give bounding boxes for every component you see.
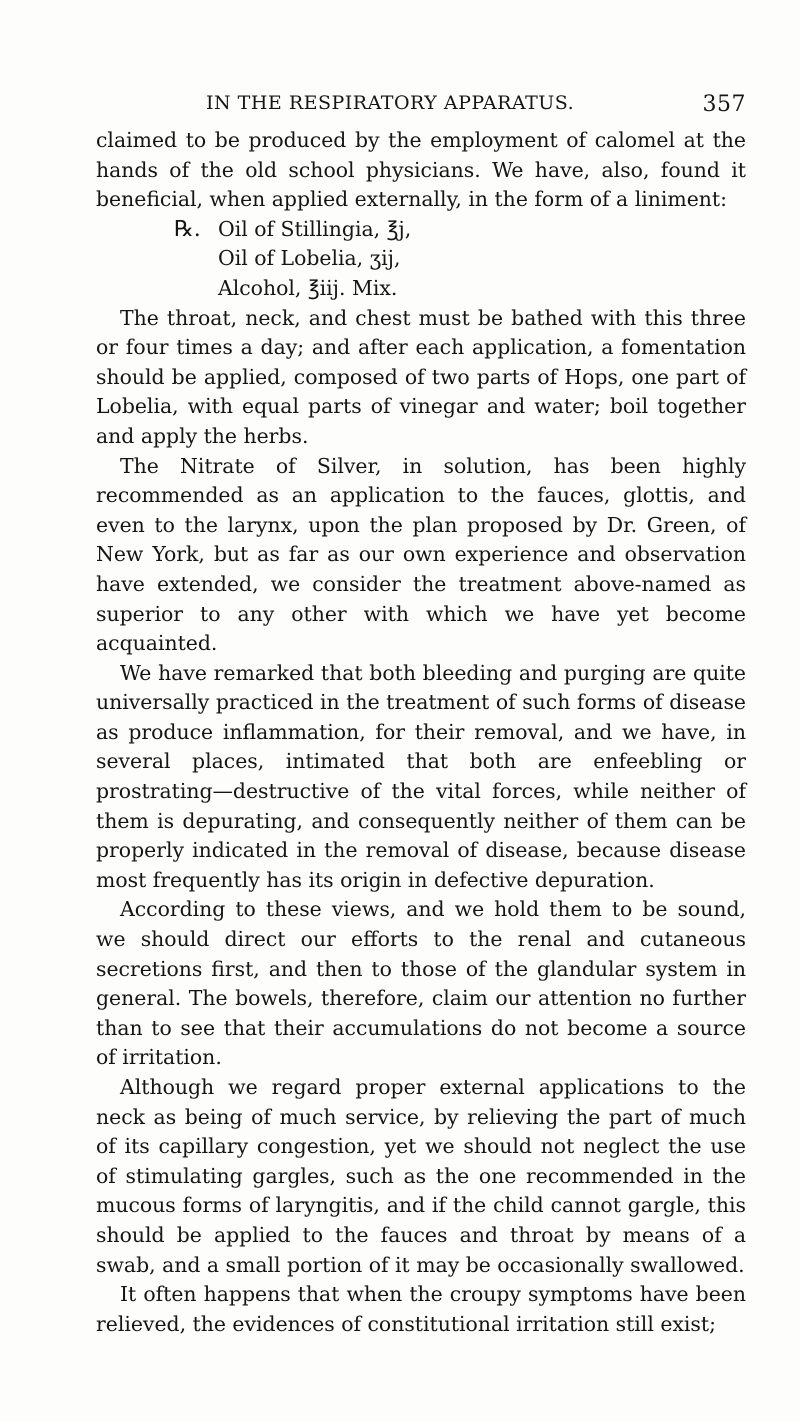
paragraph-5: According to these views, and we hold them to be sound, we should direct our efforts to the renal and cutaneous secretions first, and then to those of the glandular system in general. The bowels, therefore, claim our attention no further than to see that their accumulations do not become a source of irritation. — [96, 897, 746, 1070]
paragraph-2: The throat, neck, and chest must be bathed with this three or four times a day; and after each application, a fomentation should be applied, composed of two parts of Hops, one part of Lobelia, with equal parts of vinegar and water; boil together and apply the herbs. — [96, 305, 746, 448]
prescription-item-2: Oil of Lobelia, ʒij, — [218, 246, 401, 271]
prescription-line-3 — [174, 274, 746, 304]
prescription-block — [96, 215, 746, 304]
paragraph-4: We have remarked that both bleeding and purging are quite universally practiced in the treatment of such forms of disease as produce inflammation, for their removal, and we have, in several places, intimated that both are enfeebling or prostrating—destructive of the vital forces, while neither of them is depurating, and consequently neither of them can be properly indicated in the removal of disease, because disease most frequently has its origin in defective depuration. — [96, 660, 746, 892]
paragraph-6: Although we regard proper external applications to the neck as being of much service, by relieving the part of much of its capillary congestion, yet we should not neglect the use of stimulating gargles, such as the one recommended in the mucous forms of laryngitis, and if the child cannot gargle, this should be applied to the fauces and throat by means of a swab, and a small portion of it may be occasionally swallowed. — [96, 1075, 746, 1277]
prescription-item-1: Oil of Stillingia, ℥j, — [218, 216, 412, 241]
prescription-line-1 — [174, 215, 746, 245]
paragraph-3: The Nitrate of Silver, in solution, has been highly recommended as an application to the fauces, glottis, and even to the larynx, upon the plan proposed by Dr. Green, of New York, but as far as our own experience and observation have extended, we consider the treatment above-named as superior to any other with which we have yet become acquainted. — [96, 453, 746, 656]
page-number: 357 — [702, 92, 746, 117]
paragraph-7: It often happens that when the croupy symptoms have been relieved, the evidences of constitutional irritation still exist; — [96, 1282, 746, 1336]
page-body — [96, 126, 746, 1339]
prescription-item-3: Alcohol, ℥iij. Mix. — [218, 275, 398, 300]
recipe-symbol: ℞. — [174, 216, 201, 242]
prescription-line-2 — [174, 244, 746, 274]
running-title: IN THE RESPIRATORY APPARATUS. — [206, 92, 575, 114]
running-header — [96, 92, 746, 124]
paragraph-1: claimed to be produced by the employment of calomel at the hands of the old school physicians. We have, also, found it beneficial, when applied externally, in the form of a liniment: — [96, 128, 746, 212]
